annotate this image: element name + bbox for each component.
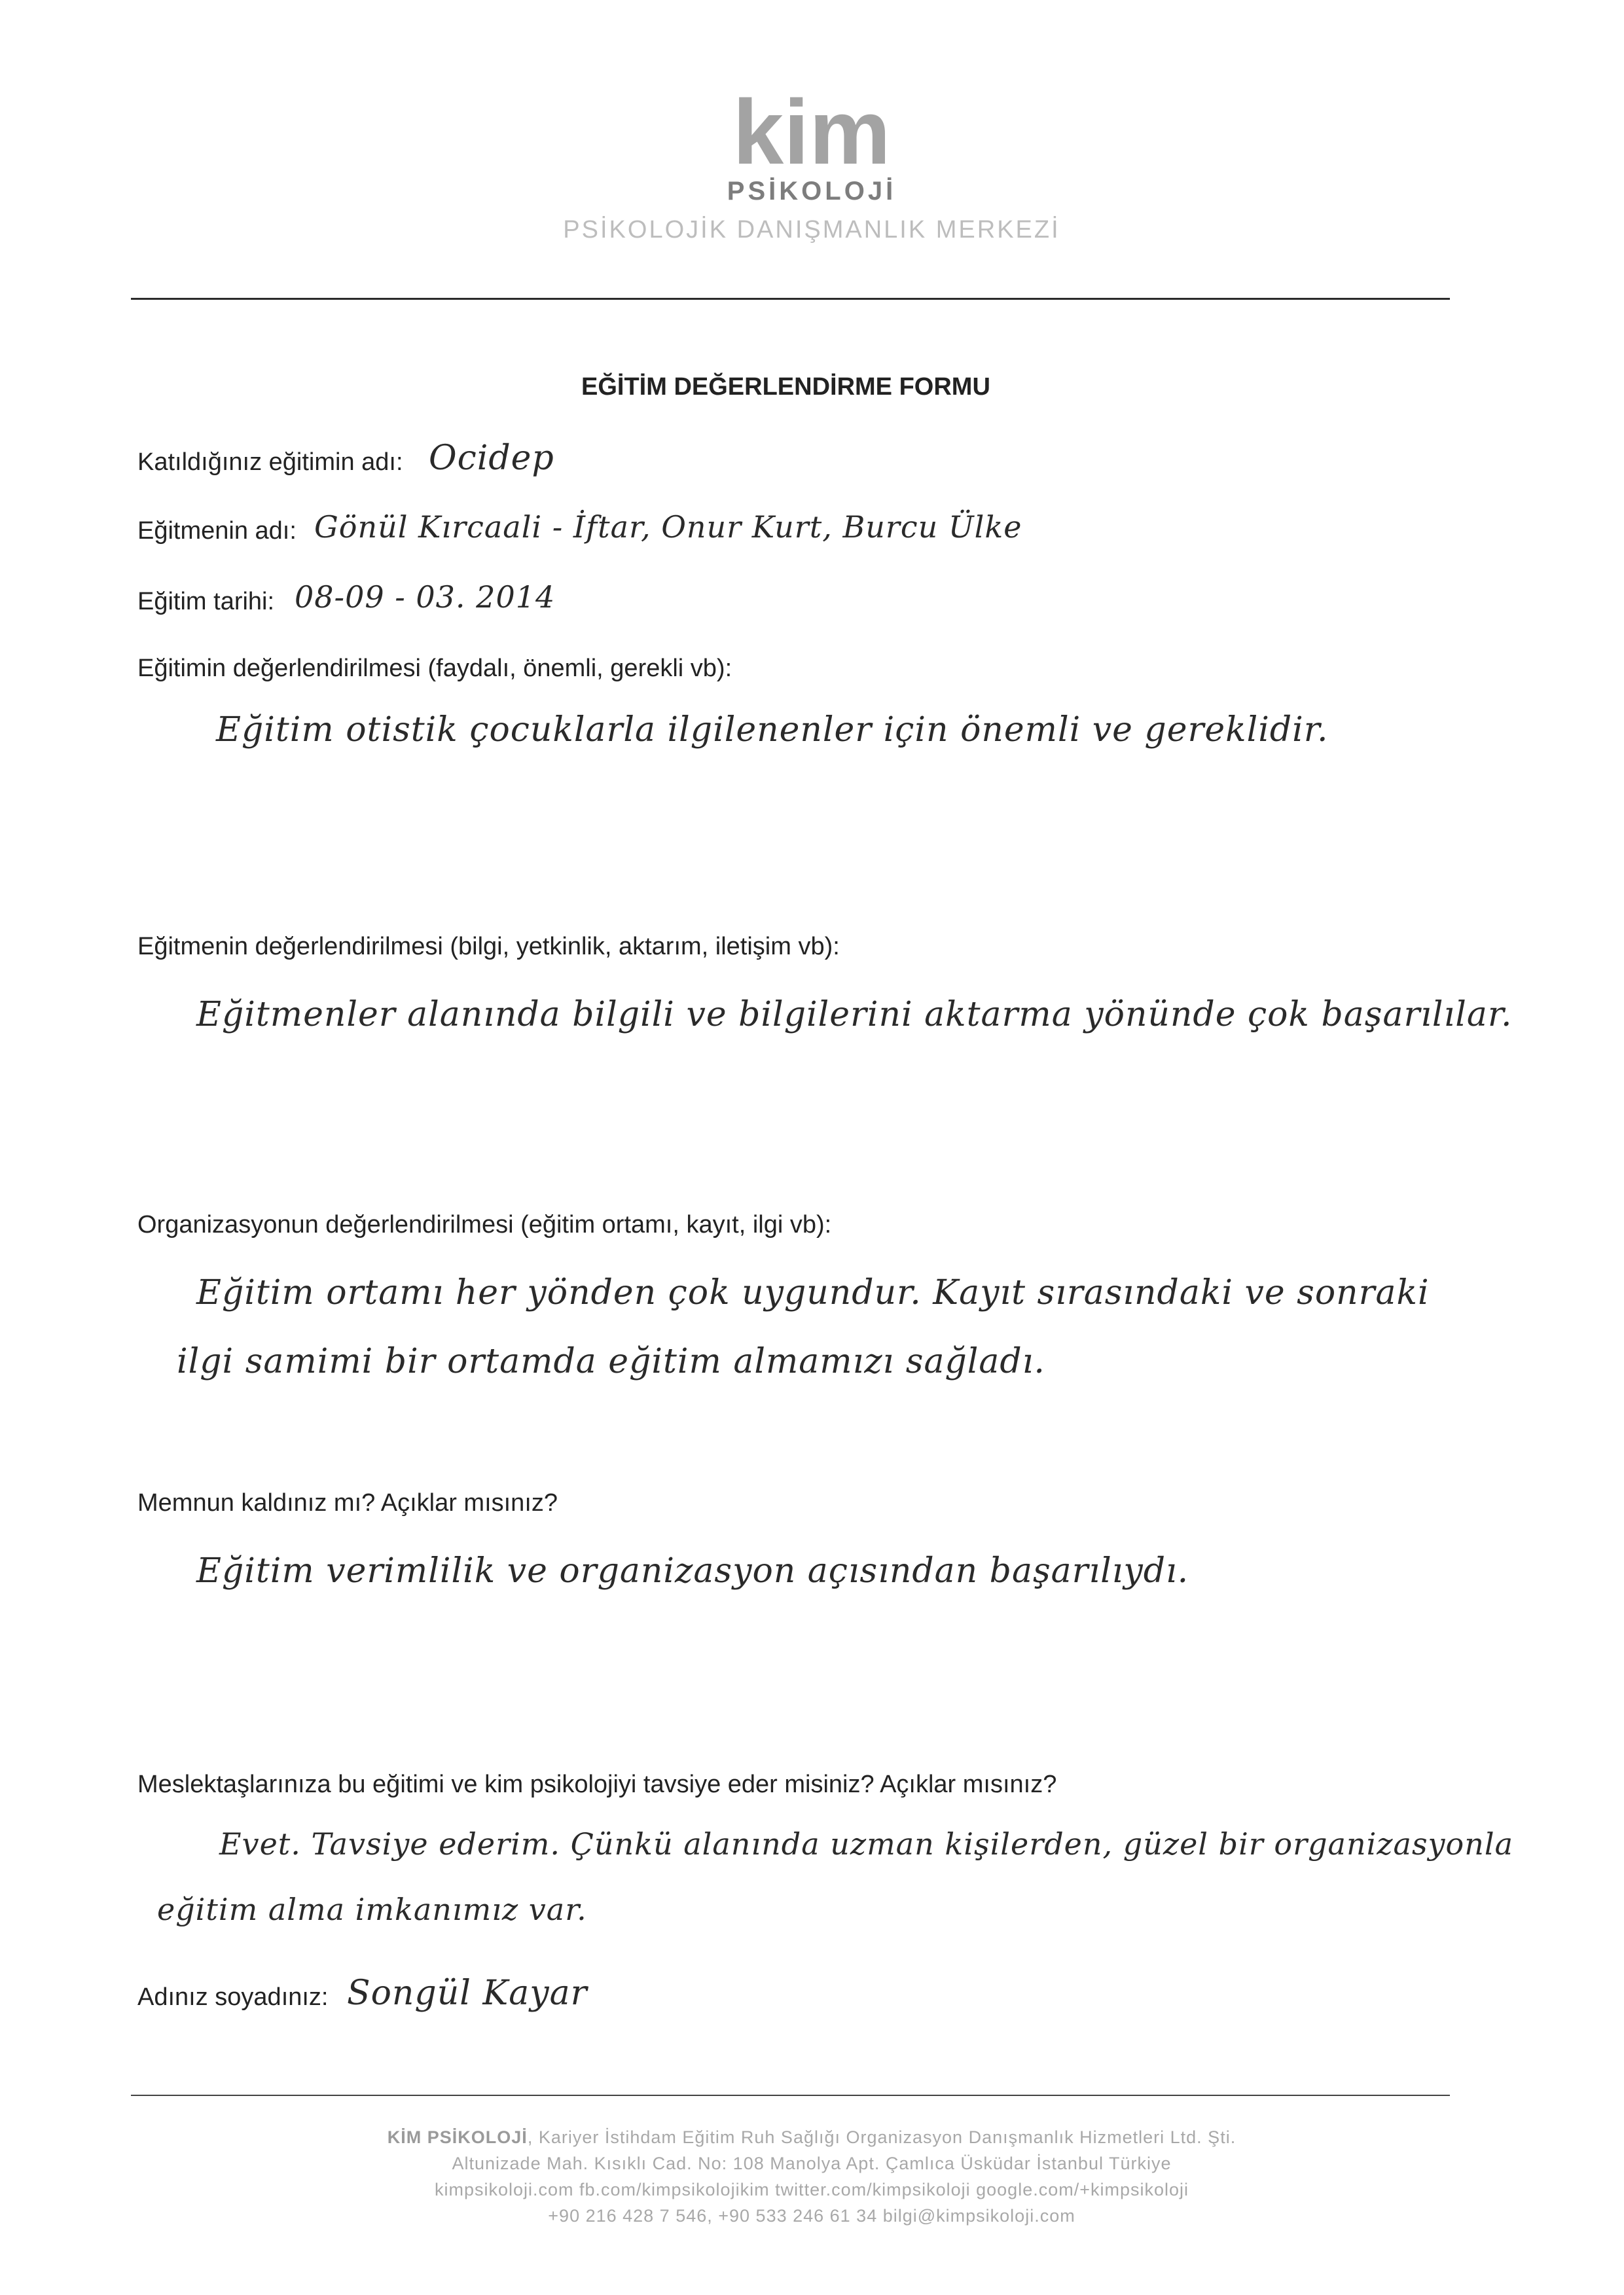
footer-address: Altunizade Mah. Kısıklı Cad. No: 108 Manolya Apt. Çamlıca Üsküdar İstanbul Türkiye [452, 2154, 1172, 2173]
training-date-value: 08-09 - 03. 2014 [295, 579, 556, 615]
training-eval-answer: Eğitim otistik çocuklarla ilgilenenler için önemli ve gereklidir. [216, 710, 1329, 750]
header-divider [131, 298, 1450, 300]
org-eval-answer-line1: Eğitim ortamı her yönden çok uygundur. Kayıt sırasındaki ve sonraki [196, 1273, 1430, 1312]
training-date-label: Eğitim tarihi: [137, 588, 275, 615]
training-name-value: Ocidep [429, 439, 554, 478]
logo-text: kim [732, 81, 891, 177]
footer-contact: +90 216 428 7 546, +90 533 246 61 34 bilgi@kimpsikoloji.com [548, 2206, 1075, 2226]
footer-web: kimpsikoloji.com fb.com/kimpsikolojikim twitter.com/kimpsikoloji google.com/+kimpsikoloji [434, 2180, 1189, 2199]
full-name-value: Songül Kayar [347, 1974, 588, 2013]
satisfaction-label: Memnun kaldınız mı? Açıklar mısınız? [137, 1489, 558, 1517]
logo-tagline: PSİKOLOJİK DANIŞMANLIK MERKEZİ [563, 216, 1060, 244]
org-eval-answer-line2: ilgi samimi bir ortamda eğitim almamızı sağladı. [177, 1342, 1045, 1381]
recommend-answer-line1: Evet. Tavsiye ederim. Çünkü alanında uzman kişilerden, güzel bir organizasyonla [219, 1826, 1513, 1862]
trainer-name-label: Eğitmenin adı: [137, 517, 297, 545]
footer-divider [131, 2095, 1450, 2096]
trainer-eval-answer: Eğitmenler alanında bilgili ve bilgilerini aktarma yönünde çok başarılılar. [196, 995, 1513, 1034]
satisfaction-answer: Eğitim verimlilik ve organizasyon açısından başarılıydı. [196, 1551, 1189, 1591]
training-eval-label: Eğitimin değerlendirilmesi (faydalı, önemli, gerekli vb): [137, 655, 732, 682]
kim-logo-mark [707, 79, 916, 177]
training-name-label: Katıldığınız eğitimin adı: [137, 448, 403, 476]
form-title: EĞİTİM DEĞERLENDİRME FORMU [581, 373, 990, 401]
company-logo [563, 79, 1060, 314]
recommend-label: Meslektaşlarınıza bu eğitimi ve kim psikolojiyi tavsiye eder misiniz? Açıklar mısınız? [137, 1771, 1057, 1798]
logo-brand: PSİKOLOJİ [727, 177, 897, 206]
recommend-answer-line2: eğitim alma imkanımız var. [157, 1892, 587, 1927]
full-name-label: Adınız soyadınız: [137, 1983, 329, 2011]
footer-company [196, 2124, 1427, 2150]
footer-company-name: KİM PSİKOLOJİ [387, 2127, 528, 2147]
org-eval-label: Organizasyonun değerlendirilmesi (eğitim ortamı, kayıt, ilgi vb): [137, 1211, 832, 1238]
trainer-eval-label: Eğitmenin değerlendirilmesi (bilgi, yetkinlik, aktarım, iletişim vb): [137, 933, 840, 960]
footer-company-rest: , Kariyer İstihdam Eğitim Ruh Sağlığı Organizasyon Danışmanlık Hizmetleri Ltd. Şti. [527, 2127, 1236, 2147]
footer [196, 2124, 1427, 2229]
trainer-name-value: Gönül Kırcaali - İftar, Onur Kurt, Burcu Ülke [314, 509, 1022, 545]
